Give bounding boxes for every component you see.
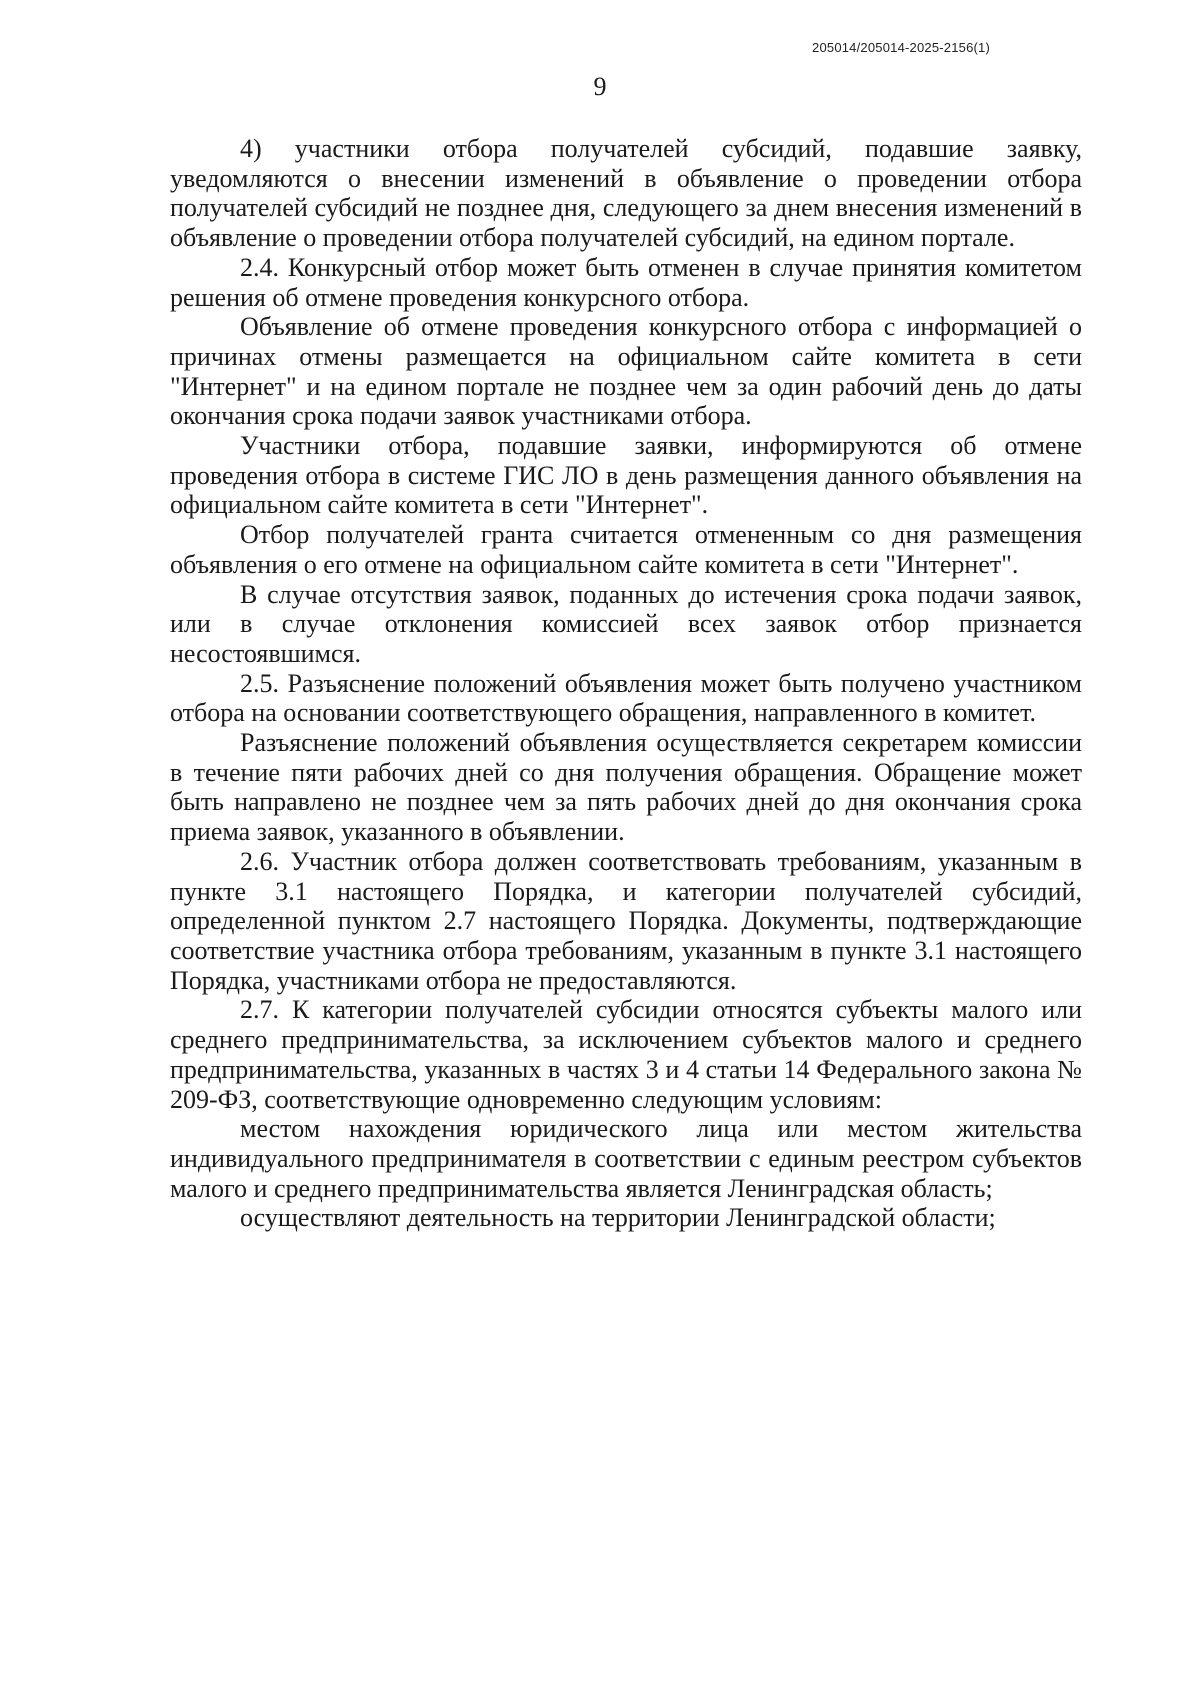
paragraph: 2.6. Участник отбора должен соответствовать требованиям, указанным в пункте 3.1 настоящего Порядка, и категории получателей субсидий, определенной пунктом 2.7 настоящего Порядка. Документы, подтверждающие соответствие участника отбора требованиям, указанным в пункте 3.1 настоящего Порядка, участниками отбора не предоставляются.	[170, 846, 1082, 995]
paragraph: 2.5. Разъяснение положений объявления может быть получено участником отбора на основании соответствующего обращения, направленного в комитет.	[170, 668, 1082, 728]
paragraph: В случае отсутствия заявок, поданных до истечения срока подачи заявок, или в случае отклонения комиссией всех заявок отбор признается несостоявшимся.	[170, 579, 1082, 668]
document-id: 205014/205014-2025-2156(1)	[812, 40, 990, 55]
paragraph: осуществляют деятельность на территории Ленинградской области;	[240, 1203, 996, 1233]
paragraph: Объявление об отмене проведения конкурсного отбора с информацией о причинах отмены размещается на официальном сайте комитета в сети "Интернет" и на едином портале не позднее чем за один рабочий день до даты окончания срока подачи заявок участниками отбора.	[170, 312, 1082, 431]
paragraph: 4) участники отбора получателей субсидий, подавшие заявку, уведомляются о внесении изменений в объявление о проведении отбора получателей субсидий не позднее дня, следующего за днем внесения изменений в объявление о проведении отбора получателей субсидий, на едином портале.	[170, 134, 1082, 253]
paragraph: Участники отбора, подавшие заявки, информируются об отмене проведения отбора в системе ГИС ЛО в день размещения данного объявления на официальном сайте комитета в сети "Интернет".	[170, 431, 1082, 520]
document-body	[170, 134, 1082, 1233]
page-number: 9	[593, 72, 607, 101]
paragraph: Отбор получателей гранта считается отмененным со дня размещения объявления о его отмене на официальном сайте комитета в сети "Интернет".	[170, 520, 1082, 579]
paragraph: местом нахождения юридического лица или местом жительства индивидуального предпринимателя в соответствии с единым реестром субъектов малого и среднего предпринимательства является Ленинградская область;	[170, 1114, 1082, 1203]
paragraph: 2.4. Конкурсный отбор может быть отменен в случае принятия комитетом решения об отмене проведения конкурсного отбора.	[170, 252, 1082, 312]
paragraph: Разъяснение положений объявления осуществляется секретарем комиссии в течение пяти рабочих дней со дня получения обращения. Обращение может быть направлено не позднее чем за пять рабочих дней до дня окончания срока приема заявок, указанного в объявлении.	[170, 728, 1082, 847]
paragraph: 2.7. К категории получателей субсидии относятся субъекты малого или среднего предпринимательства, за исключением субъектов малого и среднего предпринимательства, указанных в частях 3 и 4 статьи 14 Федерального закона № 209-ФЗ, соответствующие одновременно следующим условиям:	[170, 995, 1082, 1114]
